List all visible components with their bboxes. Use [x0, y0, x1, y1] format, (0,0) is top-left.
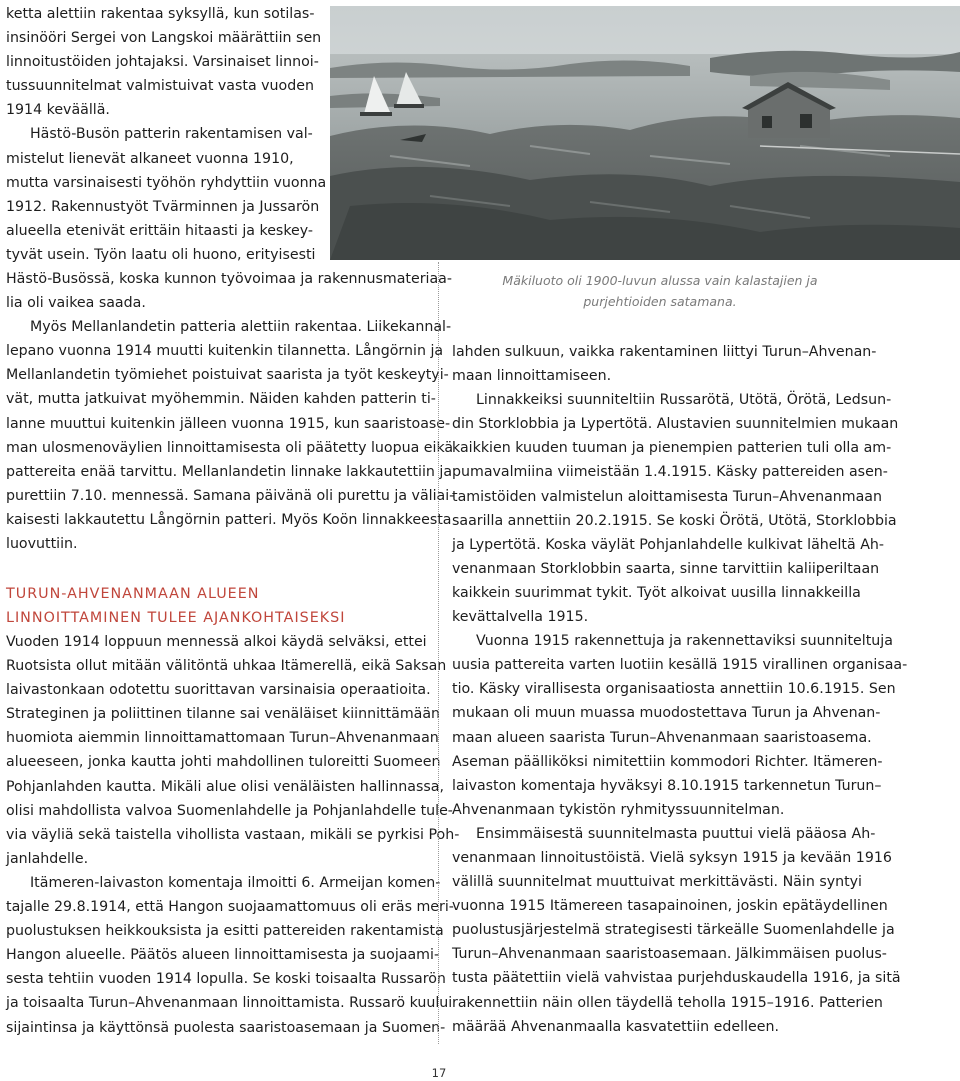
- text-line: insinööri Sergei von Langskoi määrättiin sen: [6, 30, 322, 47]
- text-line: lanne muuttui kuitenkin jälleen vuonna 1915, kun saaristoase-: [6, 415, 451, 432]
- text-column-left-lower: [6, 630, 460, 1040]
- text-column-left: [6, 267, 455, 556]
- text-line: välillä suunnitelmat muuttuivat merkittävästi. Näin syntyi: [452, 874, 863, 891]
- text-line: Aseman päälliköksi nimitettiin kommodori Richter. Itämeren-: [452, 753, 883, 770]
- text-line: huomiota aiemmin linnoittamattomaan Turun–Ahvenanmaan: [6, 730, 439, 747]
- text-line: Myös Mellanlandetin patteria alettiin rakentaa. Liikekannal-: [30, 319, 452, 336]
- text-line: puolustusjärjestelmä strategisesti tärkeälle Suomenlahdelle ja: [452, 922, 895, 939]
- section-heading: [6, 582, 426, 630]
- text-line: sijaintinsa ja käyttönsä puolesta saaristoasemaan ja Suomen-: [6, 1019, 446, 1036]
- text-line: puolustuksen heikkouksista ja esitti pattereiden rakentamista: [6, 923, 444, 940]
- landscape-photo-icon: [330, 6, 960, 260]
- text-line: vuonna 1915 Itämereen tasapainoinen, joskin epätäydellinen: [452, 898, 888, 915]
- text-line: mutta varsinaisesti työhön ryhdyttiin vuonna: [6, 174, 327, 191]
- text-line: Linnakkeiksi suunniteltiin Russarötä, Utötä, Örötä, Ledsun-: [476, 392, 892, 409]
- caption-line: Mäkiluoto oli 1900-luvun alussa vain kalastajien ja: [502, 273, 818, 288]
- text-line: kaikkein suurimmat tykit. Työt alkoivat uusilla linnakkeilla: [452, 584, 861, 601]
- text-line: uusia pattereita varten luotiin kesällä 1915 virallinen organisaa-: [452, 657, 908, 674]
- text-line: lia oli vaikea saada.: [6, 295, 146, 312]
- text-line: 1914 keväällä.: [6, 102, 110, 119]
- text-line: Ensimmäisestä suunnitelmasta puuttui vielä pääosa Ah-: [476, 825, 876, 842]
- text-line: tyvät usein. Työn laatu oli huono, erityisesti: [6, 246, 316, 263]
- text-line: venanmaan linnoitustöistä. Vielä syksyn 1915 ja kevään 1916: [452, 849, 892, 866]
- text-line: Ruotsista ollut mitään välitöntä uhkaa Itämerellä, eikä Saksan: [6, 658, 447, 675]
- text-line: tio. Käsky virallisesta organisaatiosta annettiin 10.6.1915. Sen: [452, 681, 896, 698]
- text-line: rakennettiin näin ollen täydellä teholla 1915–1916. Patterien: [452, 994, 883, 1011]
- text-line: Vuonna 1915 rakennettuja ja rakennettaviksi suunniteltuja: [476, 633, 893, 650]
- text-line: 1912. Rakennustyöt Tvärminnen ja Jussarön: [6, 198, 320, 215]
- text-line: pumavalmiina viimeistään 1.4.1915. Käsky pattereiden asen-: [452, 464, 888, 481]
- text-line: man ulosmenoväylien linnoittamisesta oli päätetty luopua eikä: [6, 439, 454, 456]
- text-line: maan alueen saarista Turun–Ahvenanmaan saaristoasema.: [452, 729, 872, 746]
- text-line: tajalle 29.8.1914, että Hangon suojaamattomuus oli eräs meri-: [6, 899, 454, 916]
- heading-line: LINNOITTAMINEN TULEE AJANKOHTAISEKSI: [6, 610, 346, 626]
- text-line: määrää Ahvenanmaalla kasvatettiin edelleen.: [452, 1018, 779, 1035]
- text-line: janlahdelle.: [6, 850, 89, 867]
- archipelago-photo: [330, 6, 960, 260]
- text-line: saarilla annettiin 20.2.1915. Se koski Örötä, Utötä, Storklobbia: [452, 512, 897, 529]
- text-line: vät, mutta jatkuivat myöhemmin. Näiden kahden patterin ti-: [6, 391, 436, 408]
- text-line: kevättalvella 1915.: [452, 609, 589, 626]
- text-line: Hästö-Busön patterin rakentamisen val-: [30, 126, 313, 143]
- text-line: Hangon alueelle. Päätös alueen linnoittamisesta ja suojaami-: [6, 947, 440, 964]
- text-line: ja toisaalta Turun–Ahvenanmaan linnoittamista. Russarö kuului: [6, 995, 453, 1012]
- text-line: Vuoden 1914 loppuun mennessä alkoi käydä selväksi, ettei: [6, 634, 427, 650]
- text-line: luovuttiin.: [6, 536, 78, 553]
- text-line: Itämeren-laivaston komentaja ilmoitti 6. Armeijan komen-: [30, 874, 441, 891]
- text-column-right: [452, 340, 908, 1039]
- text-line: Hästö-Busössä, koska kunnon työvoimaa ja rakennusmateriaa-: [6, 271, 452, 287]
- text-line: Ahvenanmaan tykistön ryhmityssuunnitelman.: [452, 801, 785, 818]
- text-line: din Storklobbia ja Lypertötä. Alustavien suunnitelmien mukaan: [452, 416, 899, 433]
- text-line: kaisesti lakkautettu Långörnin patteri. Myös Koön linnakkeesta: [6, 511, 452, 528]
- photo-caption: [450, 270, 870, 312]
- text-line: via väyliä sekä taistella vihollista vastaan, mikäli se pyrkisi Poh-: [6, 826, 460, 843]
- text-line: alueeseen, jonka kautta johti mahdollinen tuloreitti Suomeen: [6, 754, 441, 771]
- text-line: tamistöiden valmistelun aloittamisesta Turun–Ahvenanmaan: [452, 488, 882, 505]
- text-line: laivaston komentaja hyväksyi 8.10.1915 tarkennetun Turun–: [452, 777, 882, 794]
- text-line: linnoitustöiden johtajaksi. Varsinaiset linnoi-: [6, 54, 319, 71]
- text-line: tussuunnitelmat valmistuivat vasta vuoden: [6, 78, 314, 95]
- text-line: ketta alettiin rakentaa syksyllä, kun sotilas-: [6, 6, 315, 22]
- text-line: mukaan oli muun muassa muodostettava Turun ja Ahvenan-: [452, 705, 881, 722]
- text-line: sesta tehtiin vuoden 1914 lopulla. Se koski toisaalta Russarön: [6, 971, 446, 988]
- text-line: alueella etenivät erittäin hitaasti ja keskey-: [6, 222, 314, 239]
- text-line: laivastonkaan odotettu suorittavan varsinaisia operaatioita.: [6, 682, 431, 699]
- text-line: venanmaan Storklobbin saarta, sinne tarvittiin kaliiperiltaan: [452, 560, 880, 577]
- text-column-top-left: [6, 2, 327, 267]
- text-line: olisi mahdollista valvoa Suomenlahdelle ja Pohjanlahdelle tule-: [6, 802, 453, 819]
- text-line: Pohjanlahden kautta. Mikäli alue olisi venäläisten hallinnassa,: [6, 778, 444, 795]
- text-line: kaikkien kuuden tuuman ja pienempien patterien tuli olla am-: [452, 440, 892, 457]
- text-line: Mellanlandetin työmiehet poistuivat saarista ja työt keskeytyi-: [6, 367, 449, 384]
- text-line: Strateginen ja poliittinen tilanne sai venäläiset kiinnittämään: [6, 706, 441, 723]
- text-line: pattereita enää tarvittu. Mellanlandetin linnake lakkautettiin ja: [6, 463, 453, 480]
- caption-line: purjehtioiden satamana.: [583, 294, 737, 309]
- text-line: lahden sulkuun, vaikka rakentaminen liittyi Turun–Ahvenan-: [452, 344, 877, 360]
- page-number: 17: [431, 1066, 447, 1080]
- heading-line: TURUN-AHVENANMAAN ALUEEN: [6, 586, 260, 602]
- text-line: maan linnoittamiseen.: [452, 368, 612, 385]
- text-line: tusta päätettiin vielä vahvistaa purjehduskaudella 1916, ja sitä: [452, 970, 901, 987]
- text-line: Turun–Ahvenanmaan saaristoasemaan. Jälkimmäisen puolus-: [452, 946, 887, 963]
- column-divider: [438, 262, 439, 1044]
- text-line: purettiin 7.10. mennessä. Samana päivänä oli purettu ja väliai-: [6, 487, 455, 504]
- text-line: ja Lypertötä. Koska väylät Pohjanlahdelle kulkivat läheltä Ah-: [452, 536, 885, 553]
- text-line: lepano vuonna 1914 muutti kuitenkin tilannetta. Långörnin ja: [6, 343, 444, 360]
- text-line: mistelut lienevät alkaneet vuonna 1910,: [6, 150, 294, 167]
